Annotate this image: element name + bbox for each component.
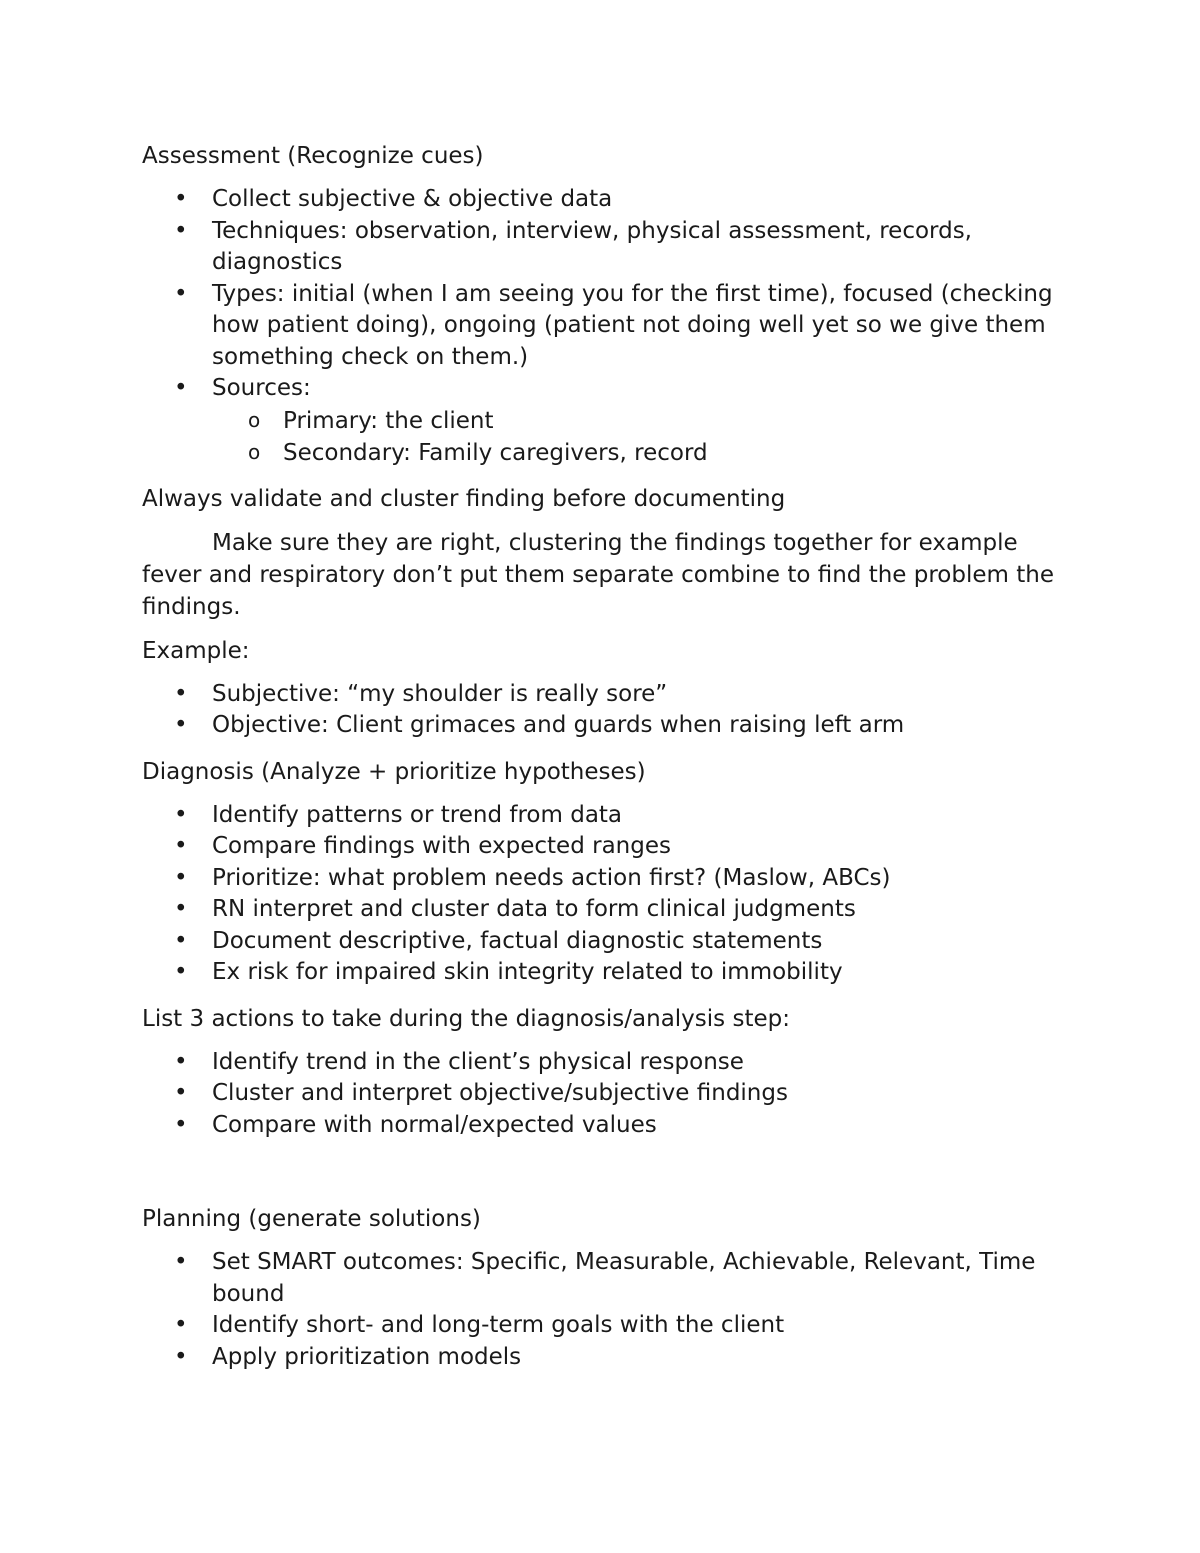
- list-item: • Techniques: observation, interview, physical assessment, records, diagnostics: [142, 216, 1062, 279]
- blank-line: [142, 1155, 1062, 1203]
- sources-label: Sources:: [212, 375, 311, 401]
- diagnosis-heading: Diagnosis (Analyze + prioritize hypotheses): [142, 758, 646, 785]
- validate-paragraph: Make sure they are right, clustering the findings together for example fever and respiratory don’t put them separate combine to find the problem the findings.: [142, 529, 1054, 620]
- list-item: • Compare findings with expected ranges: [142, 831, 1062, 863]
- sub-list-item: o Primary: the client: [212, 405, 1062, 437]
- actions-list: [142, 1047, 1062, 1142]
- list-item: • Document descriptive, factual diagnostic statements: [142, 926, 1062, 958]
- list-item: • Prioritize: what problem needs action first? (Maslow, ABCs): [142, 863, 1062, 895]
- example-heading: Example:: [142, 637, 250, 664]
- list-item: • Identify trend in the client’s physical response: [142, 1047, 1062, 1079]
- sub-list-item: o Secondary: Family caregivers, record: [212, 437, 1062, 469]
- list-item-sources: [142, 373, 1062, 469]
- list-item: • Cluster and interpret objective/subjective findings: [142, 1078, 1062, 1110]
- list-item: • Types: initial (when I am seeing you for the first time), focused (checking how patient doing), ongoing (patient not doing well yet so we give them something check on them.): [142, 279, 1062, 374]
- list-item: • Ex risk for impaired skin integrity related to immobility: [142, 957, 1062, 989]
- actions-heading: List 3 actions to take during the diagnosis/analysis step:: [142, 1005, 790, 1032]
- list-item: • Collect subjective & objective data: [142, 184, 1062, 216]
- planning-heading: Planning (generate solutions): [142, 1206, 481, 1232]
- validate-heading: Always validate and cluster finding before documenting: [142, 485, 786, 512]
- list-item: • Identify short- and long-term goals with the client: [142, 1310, 1062, 1342]
- list-item: • Compare with normal/expected values: [142, 1110, 1062, 1142]
- document-page: [142, 140, 1062, 1387]
- list-item: • RN interpret and cluster data to form clinical judgments: [142, 894, 1062, 926]
- diagnosis-list: [142, 800, 1062, 989]
- planning-list: [142, 1247, 1062, 1373]
- assessment-heading: Assessment (Recognize cues): [142, 143, 484, 169]
- example-list: [142, 679, 1062, 742]
- list-item: • Identify patterns or trend from data: [142, 800, 1062, 832]
- list-item: • Set SMART outcomes: Specific, Measurable, Achievable, Relevant, Time bound: [142, 1247, 1062, 1310]
- list-item: • Objective: Client grimaces and guards when raising left arm: [142, 710, 1062, 742]
- sources-sublist: [212, 405, 1062, 469]
- assessment-list: [142, 184, 1062, 469]
- list-item: • Subjective: “my shoulder is really sore”: [142, 679, 1062, 711]
- list-item: • Apply prioritization models: [142, 1342, 1062, 1374]
